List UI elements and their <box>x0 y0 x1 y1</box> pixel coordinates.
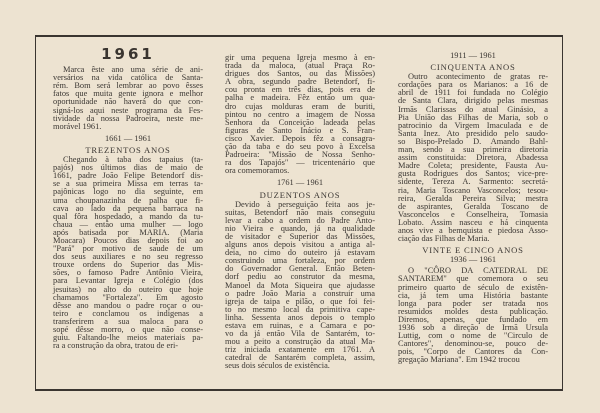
text-line: catedral de Santarém completa, assim, <box>225 353 375 363</box>
text-line: transferirem a sua maloca para o <box>53 316 203 326</box>
text-line: dro cujas molduras eram de buriti, <box>225 101 375 111</box>
text-line: Moacara) Poucos dias depois foi ao <box>53 235 203 245</box>
text-line: nio Vieira e quando, já na qualidade <box>225 223 375 233</box>
text-line: figuras de Santo Inácio e S. Fran- <box>225 125 375 135</box>
text-line: pajós) nos últimos dias de maio de <box>53 163 203 173</box>
text-line: to no mesmo local da primitiva cape- <box>225 304 375 314</box>
text-line: linha. Sessenta anos depois o templo <box>225 312 375 322</box>
text-line: patrocinio da Virgem Imaculada e de <box>398 120 548 130</box>
text-line: guiu. Faltando-lhe meios materiais pa- <box>53 333 203 343</box>
text-line: gregação Mariana". Em 1942 trocou <box>398 355 520 365</box>
text-line: cava ao lado da pequena barraca na <box>53 203 203 213</box>
text-line: Madre Coleta; presidente, Fausta Au- <box>398 161 548 171</box>
text-line: oportunidade não haverá do que con- <box>53 97 203 107</box>
text-line: sões, o famoso Padre Antônio Vieira, <box>53 268 203 278</box>
text-line: trada da maloca, (atual Praça Ro- <box>225 61 375 71</box>
section-body <box>225 201 375 371</box>
text-line: ciação das Filhas de Maria. <box>398 234 490 244</box>
text-line: man, sendo a sua primeira diretoria <box>398 145 548 155</box>
text-line: Cantores", denominou-se, pouco de- <box>398 339 548 349</box>
section-heading: CINQUENTA ANOS <box>430 62 516 73</box>
text-line: Irmãs Clarissas do atual Ginásio, a <box>398 104 548 114</box>
text-line: A obra, segundo padre Betendorf, fi- <box>225 77 375 87</box>
text-line: seus dois séculos de existência. <box>225 361 330 371</box>
text-line: se a sua primeira Missa em terras ta- <box>53 179 203 189</box>
text-line: de visitador e Superior das Missões, <box>225 231 375 241</box>
text-line: para Levantar Igreja e Colégio (dos <box>53 276 203 286</box>
text-line: do Governador General. Então Beten- <box>225 264 375 274</box>
text-line: vo da já então Vila de Santarém, to- <box>225 329 375 339</box>
middle-column <box>225 54 375 371</box>
text-line: igreja de taipa e pilão, o que foi fei- <box>225 296 375 306</box>
text-line: Outro acontecimento de gratas re- <box>408 72 548 82</box>
text-line: fatos que muita gente ignora e melhor <box>53 89 203 99</box>
text-line: sopé dêsse morro, o que não conse- <box>53 325 203 334</box>
text-line: levar a cabo a ordem do Padre Anto- <box>225 215 375 225</box>
section-body <box>398 267 548 364</box>
text-line: ria, Maria Toscano Vasconcelos; tesou- <box>398 185 548 195</box>
text-line: signá-los aqui neste programa da Fes- <box>53 105 203 115</box>
text-line: Santa Inez. Ato presidido pelo saudo- <box>398 128 548 138</box>
text-line: suitas, Betendorf não mais conseguiu <box>225 207 375 217</box>
text-line: so Bispo-Prelado D. Amando Bahl- <box>398 136 548 146</box>
text-line: rém. Bom será lembrar ao povo êsses <box>53 81 203 91</box>
text-line: Lobato. Assim nasceu e há cinquenta <box>398 217 548 227</box>
text-line: pajônicas logo no dia seguinte, em <box>53 187 203 197</box>
text-line: Devido à perseguição feita aos je- <box>235 199 375 209</box>
text-line: ra a construção da obra, tratou de eri- <box>53 341 179 351</box>
text-line: cia, já tem uma História bastante <box>398 290 548 300</box>
text-line: cisco Xavier. Depois fêz a consagra- <box>225 133 375 143</box>
text-line: longa para poder ser tratada nos <box>398 298 548 308</box>
text-line: abril de 1911 foi fundada no Colégio <box>398 88 548 98</box>
text-line: sidente, Tereza A. Sarmento: secretá- <box>398 177 548 187</box>
text-line: O "CÔRO DA CATEDRAL DE <box>408 266 548 276</box>
text-line: Diremos, apenas, que fundado em <box>398 314 548 324</box>
text-line: tividade da nossa Padroeira, neste me- <box>53 113 203 123</box>
text-line: após batisada por MARIA. (Maria <box>53 227 203 237</box>
section-dates: 1761 — 1961 <box>276 178 324 188</box>
page-title: 1961 <box>101 45 155 63</box>
section-dates: 1936 — 1961 <box>449 255 497 265</box>
text-line: gir uma pequena Igreja mesmo à en- <box>225 53 375 62</box>
section-body-continued <box>225 54 375 175</box>
text-line: ção da taba e do seu povo à Excelsa <box>225 142 375 152</box>
text-line: de Santa Clara, dirigido pelas mesmas <box>398 96 548 106</box>
text-line: Vasconcelos e Conselheira, Tomasia <box>398 209 548 219</box>
section-heading: DUZENTOS ANOS <box>259 189 341 200</box>
text-line: dorf pediu ao construtor da mesma, <box>225 272 375 282</box>
text-line: assim constituida: Diretora, Abadessa <box>398 153 548 163</box>
text-line: uma choupanazinha de palha que fi- <box>53 195 203 205</box>
text-line: jesuitas) no alto do outeiro que hoje <box>53 284 203 294</box>
section-body <box>398 73 548 243</box>
text-line: triz iniciada exatamente em 1761. A <box>225 345 375 355</box>
text-line: ora comemoramos. <box>225 166 290 176</box>
text-line: Marca êste ano uma série de ani- <box>63 65 203 75</box>
right-column <box>398 48 548 364</box>
text-line: primeiro quarto de século de existên- <box>398 282 548 292</box>
text-line: alguns anos depois visitou a antiga al- <box>225 240 375 250</box>
text-line: anos vive a bemquista e piedosa Asso- <box>398 225 548 235</box>
section-dates: 1661 — 1961 <box>104 133 152 143</box>
text-line: chamamos "Fortaleza". Em agosto <box>53 292 203 302</box>
text-line: ra dos Tapajós" — tricentenário que <box>225 158 375 168</box>
section-heading: TREZENTOS ANOS <box>85 144 171 155</box>
text-line: deia, no cimo do outeiro já estavam <box>225 248 375 258</box>
left-column <box>53 45 203 351</box>
text-line: versários na vida católica de Santa- <box>53 73 203 83</box>
text-line: qual fôra hospedado, a mando da tu- <box>53 211 203 221</box>
text-line: morável 1961. <box>53 121 102 131</box>
text-line: Pia União das Filhas de Maria, sob o <box>398 112 548 122</box>
text-line: de aspirantes, Geralda Toscano de <box>398 201 548 211</box>
text-line: cou pronta em três dias, pois era de <box>225 85 375 95</box>
text-line: Padroeira: "Missão de Nossa Senho- <box>225 150 375 160</box>
text-line: 1936 sob a direção de Irmã Ursula <box>398 323 548 332</box>
text-line: Luttig, com o nome de "Circulo de <box>398 331 548 341</box>
text-line: pois, "Corpo de Cantores da Con- <box>398 347 548 357</box>
text-line: gusta Rodrigues dos Santos; vice-pre- <box>398 169 548 179</box>
section-dates: 1911 — 1961 <box>450 51 496 60</box>
text-line: Chegando à taba dos tapaius (ta- <box>63 155 203 165</box>
text-line: dêsse ano mandou o padre roçar o ou- <box>53 300 203 310</box>
text-line: 1661, padre João Felipe Betendorf dis- <box>53 171 203 181</box>
text-line: teiro e conclamou os indigenas a <box>53 308 203 318</box>
text-line: "Pará" por motivo de saude de um <box>53 244 203 254</box>
text-line: construindo uma fortaleza, por ordem <box>225 256 375 266</box>
text-line: Manoel da Mota Siqueira que ajudasse <box>225 280 375 290</box>
text-line: SANTAREM" que comemora o seu <box>398 274 548 284</box>
text-line: trouxe ordens do Superior das Mis- <box>53 260 203 270</box>
text-line: reira, Geralda Pereira Silva; mestra <box>398 193 548 203</box>
text-line: cordações para os Marianos: a 16 de <box>398 80 548 90</box>
text-line: o padre João Maria a construir uma <box>225 288 375 298</box>
text-line: resumidos moldes desta publicação. <box>398 306 548 316</box>
text-line: mou a peito a construção da atual Ma- <box>225 337 375 347</box>
text-line: pintou no centro a imagem de Nossa <box>225 109 375 119</box>
text-line: palha e madeira. Fêz então um qua- <box>225 93 375 103</box>
section-heading: VINTE E CINCO ANOS <box>422 245 524 256</box>
section-body <box>53 156 203 350</box>
text-line: dos seus auxiliares e no seu regresso <box>53 252 203 262</box>
text-line: drigues dos Santos, ou das Missões) <box>225 69 375 79</box>
text-line: Senhora da Conceição ladeada pelas <box>225 117 375 127</box>
text-line: chaua — então uma mulher — logo <box>53 219 203 229</box>
intro-paragraph <box>53 66 203 131</box>
text-line: estava em ruinas, e a Camara e po- <box>225 321 375 330</box>
